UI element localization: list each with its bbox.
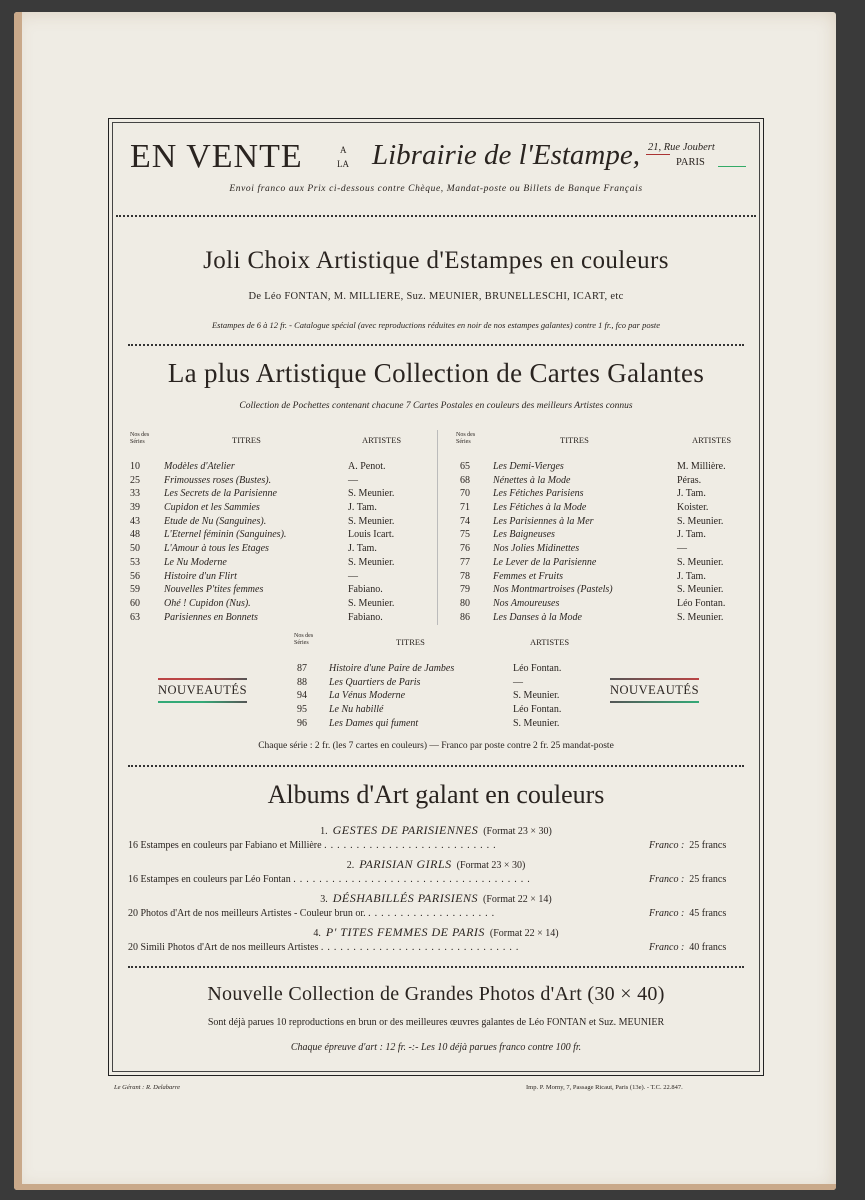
col-header-no: Nos des Séries xyxy=(130,432,150,445)
series-artist: S. Meunier. xyxy=(513,690,560,702)
series-artist: — xyxy=(348,570,358,582)
series-artist: Fabiano. xyxy=(348,584,383,596)
series-artist: — xyxy=(513,676,523,688)
col-header-titres: TITRES xyxy=(560,435,589,445)
series-number: 70 xyxy=(460,488,470,500)
series-title: Nos Montmartroises (Pastels) xyxy=(493,584,613,596)
col-header-titres: TITRES xyxy=(232,435,261,445)
footer-imprimeur: Imp. P. Morny, 7, Passage Ricaut, Paris (13e). - T.C. 22.847. xyxy=(526,1084,683,1091)
series-title: Ohé ! Cupidon (Nus). xyxy=(164,597,251,609)
series-artist: S. Meunier. xyxy=(513,717,560,729)
left-series-numbers xyxy=(130,460,152,624)
nouveautes-label-right: NOUVEAUTÉS xyxy=(610,675,699,706)
address-rule xyxy=(646,154,670,155)
address-city: PARIS xyxy=(676,157,705,168)
divider xyxy=(128,966,744,968)
series-artist: — xyxy=(348,474,358,486)
a-label: A xyxy=(340,145,347,155)
series-title: Nouvelles P'tites femmes xyxy=(164,584,264,596)
series-title: Etude de Nu (Sanguines). xyxy=(164,515,267,527)
series-title: Parisiennes en Bonnets xyxy=(164,611,258,623)
series-number: 53 xyxy=(130,556,140,568)
album-heading: 1. GESTES DE PARISIENNES (Format 23 × 30) xyxy=(320,823,552,837)
series-number: 25 xyxy=(130,474,140,486)
series-title: Les Secrets de la Parisienne xyxy=(164,488,277,500)
series-number: 88 xyxy=(297,676,307,688)
address-street: 21, Rue Joubert xyxy=(648,142,715,153)
series-title: Frimousses roses (Bustes). xyxy=(164,474,272,486)
joli-choix-title: Joli Choix Artistique d'Estampes en couleurs xyxy=(203,247,669,274)
series-number: 68 xyxy=(460,474,470,486)
series-artist: S. Meunier. xyxy=(677,515,724,527)
series-title: Les Parisiennes à la Mer xyxy=(493,515,594,527)
col-header-artistes: ARTISTES xyxy=(362,435,402,445)
series-number: 33 xyxy=(130,488,140,500)
new-series-numbers xyxy=(297,662,319,730)
la-label: LA xyxy=(337,159,349,169)
album-heading: 3. DÉSHABILLÉS PARISIENS (Format 22 × 14) xyxy=(320,891,552,905)
series-price-line: Chaque série : 2 fr. (les 7 cartes en couleurs) — Franco par poste contre 2 fr. 25 mandat-poste xyxy=(258,741,614,751)
divider xyxy=(116,215,756,217)
series-title: Les Fétiches à la Mode xyxy=(493,502,587,514)
series-title: Nos Amoureuses xyxy=(493,597,560,609)
series-number: 48 xyxy=(130,529,140,541)
series-artist: Léo Fontan. xyxy=(513,663,562,674)
series-artist: S. Meunier. xyxy=(677,556,724,568)
series-number: 96 xyxy=(297,717,307,729)
series-title: La Vénus Moderne xyxy=(329,690,406,702)
series-title: Histoire d'une Paire de Jambes xyxy=(329,663,455,674)
album-heading: 4. P' TITES FEMMES DE PARIS (Format 22 × 14) xyxy=(313,925,559,939)
series-number: 79 xyxy=(460,584,470,596)
col-header-titres: TITRES xyxy=(396,637,425,647)
series-artist: J. Tam. xyxy=(677,529,706,541)
col-header-artistes: ARTISTES xyxy=(692,435,732,445)
series-title: Histoire d'un Flirt xyxy=(164,570,237,582)
address-rule-2 xyxy=(718,166,746,167)
series-number: 10 xyxy=(130,461,140,472)
album-heading: 2. PARISIAN GIRLS (Format 23 × 30) xyxy=(346,857,526,871)
col-header-no: Nos des Séries xyxy=(456,432,476,445)
series-title: Nos Jolies Midinettes xyxy=(493,543,580,555)
right-series-numbers xyxy=(460,460,482,624)
album-price: Franco : 40 francs xyxy=(649,942,727,953)
series-artist: S. Meunier. xyxy=(677,611,724,623)
album-desc: 20 Simili Photos d'Art de nos meilleurs Artistes ............................... xyxy=(128,942,523,953)
series-artist: J. Tam. xyxy=(348,543,377,555)
series-title: Les Demi-Vierges xyxy=(493,461,564,472)
series-number: 77 xyxy=(460,556,470,568)
divider xyxy=(128,765,744,767)
series-artist: J. Tam. xyxy=(348,502,377,514)
cartes-title: La plus Artistique Collection de Cartes Galantes xyxy=(167,358,705,388)
column-divider xyxy=(437,430,438,625)
series-artist: A. Penot. xyxy=(348,461,386,472)
series-title: Les Baigneuses xyxy=(493,529,555,541)
new-series-artists xyxy=(513,662,593,730)
series-artist: — xyxy=(677,543,687,555)
nouveautes-label-left: NOUVEAUTÉS xyxy=(158,675,247,706)
album-desc: 20 Photos d'Art de nos meilleurs Artistes - Couleur brun or. .................... xyxy=(128,908,499,919)
divider xyxy=(128,344,744,346)
series-number: 76 xyxy=(460,543,470,555)
series-number: 71 xyxy=(460,502,470,514)
series-title: L'Eternel féminin (Sanguines). xyxy=(164,529,287,541)
col-header-artistes: ARTISTES xyxy=(530,637,570,647)
series-title: Le Lever de la Parisienne xyxy=(493,556,597,568)
series-number: 86 xyxy=(460,611,470,623)
series-title: Nénettes à la Mode xyxy=(493,474,571,486)
album-price: Franco : 25 francs xyxy=(649,840,727,851)
en-vente-heading: EN VENTE xyxy=(130,138,303,175)
col-header-no: Nos des Séries xyxy=(294,633,314,646)
left-series-artists xyxy=(348,460,428,624)
series-number: 39 xyxy=(130,502,140,514)
photos-price: Chaque épreuve d'art : 12 fr. -:- Les 10 déjà parues franco contre 100 fr. xyxy=(290,1042,582,1053)
series-number: 43 xyxy=(130,515,140,527)
series-number: 75 xyxy=(460,529,470,541)
right-series-titles xyxy=(493,460,668,624)
librairie-name: Librairie de l'Estampe, xyxy=(372,139,640,171)
series-artist: J. Tam. xyxy=(677,488,706,500)
series-number: 95 xyxy=(297,704,307,716)
series-artist: Léo Fontan. xyxy=(677,597,726,609)
left-series-titles xyxy=(164,460,339,624)
album-desc: 16 Estampes en couleurs par Fabiano et Millière ........................... xyxy=(128,840,500,851)
series-artist: J. Tam. xyxy=(677,570,706,582)
album-price: Franco : 45 francs xyxy=(649,908,727,919)
envoi-line: Envoi franco aux Prix ci-dessous contre Chèque, Mandat-poste ou Billets de Banque Français xyxy=(229,184,643,194)
album-desc: 16 Estampes en couleurs par Léo Fontan ..................................... xyxy=(128,874,534,885)
photos-title: Nouvelle Collection de Grandes Photos d'Art (30 × 40) xyxy=(207,983,665,1005)
series-title: Les Quartiers de Paris xyxy=(329,676,421,688)
series-artist: Koister. xyxy=(677,502,709,514)
series-number: 59 xyxy=(130,584,140,596)
series-number: 87 xyxy=(297,663,307,674)
series-artist: S. Meunier. xyxy=(348,556,395,568)
series-title: Les Dames qui fument xyxy=(329,717,419,729)
series-number: 74 xyxy=(460,515,470,527)
series-number: 63 xyxy=(130,611,140,623)
series-artist: S. Meunier. xyxy=(677,584,724,596)
series-artist: Fabiano. xyxy=(348,611,383,623)
series-title: Modèles d'Atelier xyxy=(164,461,235,472)
joli-choix-artists: De Léo FONTAN, M. MILLIERE, Suz. MEUNIER, BRUNELLESCHI, ICART, etc xyxy=(248,291,624,302)
albums-title: Albums d'Art galant en couleurs xyxy=(267,780,605,809)
series-artist: S. Meunier. xyxy=(348,515,395,527)
photos-desc: Sont déjà parues 10 reproductions en brun or des meilleures œuvres galantes de Léo FONTAN et Suz. MEUNIER xyxy=(207,1017,665,1028)
series-artist: S. Meunier. xyxy=(348,488,395,500)
series-title: Cupidon et les Sammies xyxy=(164,502,260,514)
series-number: 56 xyxy=(130,570,140,582)
series-title: Le Nu Moderne xyxy=(164,556,227,568)
series-title: Femmes et Fruits xyxy=(493,570,563,582)
joli-choix-prices: Estampes de 6 à 12 fr. - Catalogue spécial (avec reproductions réduites en noir de nos estampes galantes) contre 1 fr., fco par poste xyxy=(211,320,661,330)
series-artist: M. Millière. xyxy=(677,461,726,472)
series-artist: S. Meunier. xyxy=(348,597,395,609)
series-artist: Léo Fontan. xyxy=(513,704,562,716)
series-number: 80 xyxy=(460,597,470,609)
footer-gerant: Le Gérant : R. Delabarre xyxy=(114,1084,181,1091)
series-artist: Louis Icart. xyxy=(348,529,395,541)
series-number: 94 xyxy=(297,690,307,702)
series-number: 65 xyxy=(460,461,470,472)
series-title: Les Fétiches Parisiens xyxy=(493,488,584,500)
series-number: 78 xyxy=(460,570,470,582)
cartes-subtitle: Collection de Pochettes contenant chacune 7 Cartes Postales en couleurs des meilleurs Artistes connus xyxy=(239,401,633,411)
series-title: L'Amour à tous les Etages xyxy=(164,543,269,555)
series-title: Le Nu habillé xyxy=(329,704,384,716)
right-series-artists xyxy=(677,460,757,624)
series-number: 50 xyxy=(130,543,140,555)
new-series-titles xyxy=(329,662,504,730)
series-number: 60 xyxy=(130,597,140,609)
series-artist: Péras. xyxy=(677,474,702,486)
album-price: Franco : 25 francs xyxy=(649,874,727,885)
series-title: Les Danses à la Mode xyxy=(493,611,582,623)
